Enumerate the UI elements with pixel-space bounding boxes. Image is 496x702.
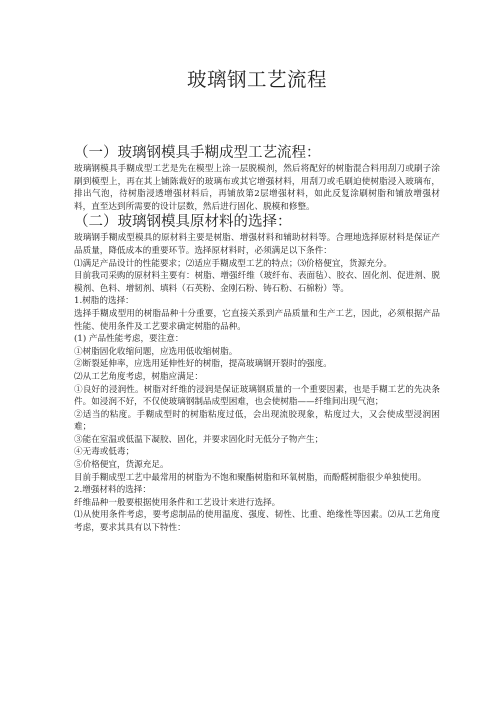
list-item: ④无毒或低毒； xyxy=(74,447,135,458)
paragraph: ⑴从使用条件考虑，要考虑制品的使用温度、强度、韧性、比重、绝缘性等因素。⑵从工艺角度考虑，要求其具有以下特性： xyxy=(74,510,440,534)
paragraph: 目前我司采购的原材料主要有：树脂、增强纤维（玻纤布、表面毡）、胶衣、固化剂、促进剂、脱模剂、色料、增韧剂、填料（石英粉、金刚石粉、铸石粉、石棉粉）等。 xyxy=(74,271,440,294)
paragraph: ⑴满足产品设计的性能要求；⑵适应手糊成型工艺的特点；⑶价格便宜，货源充分。 xyxy=(74,258,392,269)
list-item: ①树脂固化收缩问题，应选用低收缩树脂。 xyxy=(74,346,238,357)
section-2-heading: （二）玻璃钢模具原材料的选择： xyxy=(74,214,292,231)
list-item: ②适当的粘度。手糊成型时的树脂粘度过低，会出现流胶现象，粘度过大，又会使成型浸润困难； xyxy=(74,409,440,433)
paragraph: 目前手糊成型工艺中最常用的树脂为不饱和聚酯树脂和环氧树脂，而酚醛树脂很少单独使用。 xyxy=(74,472,427,483)
document-title: 玻璃钢工艺流程 xyxy=(186,68,327,91)
subheading: 2.增强材料的选择： xyxy=(74,485,151,496)
paragraph: 玻璃钢手糊成型模具的原材料主要是树脂、增强材料和辅助材料等。合理地选择原材料是保证产品质量，降低成本的重要环节。选择原材料时，必须满足以下条件： xyxy=(74,233,440,256)
section-1-paragraph: 玻璃钢模具手糊成型工艺是先在模型上涂一层脱模剂，然后将配好的树脂混合料用刮刀或刷子涂刷到模型上，再在其上铺陈裁好的玻璃布或其它增强材料，用刮刀或毛刷迫使树脂浸入玻璃布，排出气泡，待树脂浸透增强材料后，再铺放第2层增强材料，如此反复涂刷树脂和铺放增强材料，直至达到所需要的设计层数，然后进行固化、脱模和修整。 xyxy=(74,164,440,212)
list-item: ②断裂延伸率，应选用延伸性好的树脂，提高玻璃钢开裂时的强度。 xyxy=(74,359,332,370)
list-heading: ⑵从工艺角度考虑，树脂应满足： xyxy=(74,371,203,382)
list-item: ③能在室温或低温下凝胶、固化，并要求固化时无低分子物产生； xyxy=(74,434,324,445)
list-heading: (1) 产品性能考虑，要注意： xyxy=(74,334,184,345)
list-item: ⑤价格便宜，货源充足。 xyxy=(74,460,169,471)
subheading: 1.树脂的选择： xyxy=(74,296,134,307)
list-item: ①良好的浸润性。树脂对纤维的浸润是保证玻璃钢质量的一个重要因素，也是手糊工艺的先决条件。如浸润不好，不仅使玻璃钢制品成型困难，也会使树脂——纤维间出现气泡； xyxy=(74,384,440,408)
paragraph: 纤维品种一般要根据使用条件和工艺设计来进行选择。 xyxy=(74,497,281,508)
paragraph: 选择手糊成型用的树脂品种十分重要，它直接关系到产品质量和生产工艺，因此，必须根据产品性能、使用条件及工艺要求确定树脂的品种。 xyxy=(74,308,440,332)
section-1-heading: （一）玻璃钢模具手糊成型工艺流程： xyxy=(74,145,321,161)
